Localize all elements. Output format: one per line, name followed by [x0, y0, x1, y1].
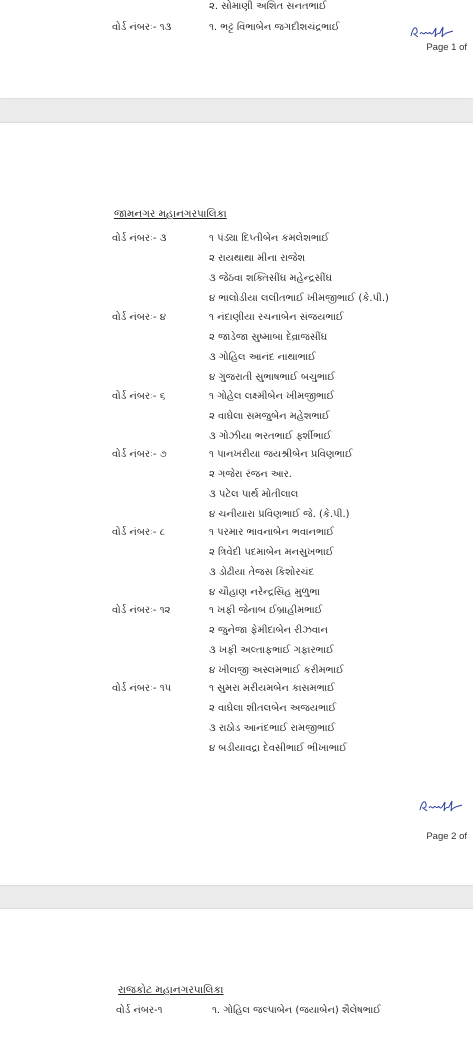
ward-label: વોર્ડ નંબરઃ- ૮	[112, 527, 166, 538]
candidate-entry: ૧ સુમરા મરીયમબેન કાસમભાઈ	[209, 683, 335, 694]
document-page-3	[0, 909, 473, 1049]
candidate-entry: ૧ નંદાણીયા રચનાબેન સંજયભાઈ	[209, 312, 344, 323]
candidate-entry: ૩ ખફી અલ્તાફભાઈ ગફારભાઈ	[209, 645, 334, 656]
candidate-entry: ૧ પાનખરીયા જયશ્રીબેન પ્રવિણભાઈ	[209, 449, 353, 460]
candidate-entry: ૨ જાડેજા સુષ્માબા દેવ્રાજસીંઘ	[209, 332, 328, 343]
corporation-heading: જામનગર મહાનગરપાલિકા	[114, 208, 227, 220]
candidate-entry: ૨ જુનેજા ફેમીદાબેન રીઝવાન	[209, 625, 328, 636]
corporation-heading: રાજકોટ મહાનગરપાલિકા	[118, 984, 224, 996]
candidate-entry: ૪ ચનીયારા પ્રવિણભાઈ જે. (કે.પી.)	[209, 509, 350, 520]
ward-label: વોર્ડ નંબરઃ- ૧૩	[112, 22, 172, 33]
ward-label: વોર્ડ નંબરઃ- ૭	[112, 449, 167, 460]
page-number: Page 1 of	[426, 42, 467, 53]
candidate-entry: ૧ પંડ્યા દિપ્તીબેન કમલેશભાઈ	[209, 233, 330, 244]
candidate-entry: ૪ બડીયાવદ્રા દેવસીભાઈ ભીખાભાઈ	[209, 743, 347, 754]
candidate-entry: ૨ ત્રિવેદી પદમાબેન મનસુખભાઈ	[209, 547, 334, 558]
ward-label: વોર્ડ નંબરઃ- ૩	[112, 233, 167, 244]
ward-label: વોર્ડ નંબરઃ- ૧૫	[112, 683, 172, 694]
candidate-entry: ૪ ખીલજી અસ્લમભાઈ કરીમભાઈ	[209, 665, 344, 676]
candidate-entry: ૨ વાઘેલા સમજુબેન મહેશભાઈ	[209, 411, 330, 422]
ward-label: વોર્ડ નંબરઃ- ૪	[112, 312, 166, 323]
candidate-entry: ૧. ભટ્ટ વિભાબેન જગદીશચંદ્રભાઈ	[209, 22, 340, 33]
candidate-entry: ૩ પટેલ પાર્થ મોતીલાલ	[209, 489, 299, 500]
ward-label: વોર્ડ નંબર-૧	[116, 1005, 163, 1016]
page-number: Page 2 of	[426, 831, 467, 842]
candidate-entry: ૨ રાયથાથા મીના રાજેશ	[209, 253, 306, 264]
candidate-entry: ૩ રાઠોડ આનંદભાઈ રામજીભાઈ	[209, 723, 336, 734]
candidate-entry: ૨ વાઘેલા શીતલબેન અજયભાઈ	[209, 703, 337, 714]
candidate-entry: ૧. ગોહિલ જલ્પાબેન (જયાબેન) શૈલેષભાઈ	[212, 1005, 382, 1016]
candidate-entry: ૩ જેઠવા શક્તિસીંઘ મહેન્દ્રસીંઘ	[209, 273, 333, 284]
candidate-entry: ૧ ગોહેલ લક્ષ્મીબેન ખીમજીભાઈ	[209, 391, 335, 402]
candidate-entry: ૪ ચૌહાણ નરેન્દ્રસિંહ મુળુભા	[209, 587, 320, 598]
candidate-entry: ૨. સોમાણી અશિત સનતભાઈ	[209, 1, 327, 12]
candidate-entry: ૩ ડોઢીયા તેજસ કિશોરચંદ	[209, 567, 315, 578]
ward-label: વોર્ડ નંબરઃ- ૬	[112, 391, 166, 402]
candidate-entry: ૪ ભાલોડીયા લલીતભાઈ ખીમજીભાઈ (કે.પી.)	[209, 293, 389, 304]
candidate-entry: ૪ ગુજરાતી સુભાષભાઈ બચુભાઈ	[209, 372, 336, 383]
candidate-entry: ૧ ખફી જેનાબ ઈબ્રાહીમભાઈ	[209, 605, 323, 616]
signature-image	[410, 25, 454, 39]
document-page-1	[0, 0, 473, 98]
candidate-entry: ૧ પરમાર ભાવનાબેન ભવાનભાઈ	[209, 527, 335, 538]
candidate-entry: ૨ ગજેરા રંજન આર.	[209, 469, 292, 480]
ward-label: વોર્ડ નંબરઃ- ૧૨	[112, 605, 171, 616]
signature-image	[419, 799, 463, 813]
document-page-2	[0, 123, 473, 885]
candidate-entry: ૩ ગોઝીયા ભરતભાઈ ર્ફ્શીભાઈ	[209, 431, 332, 442]
candidate-entry: ૩ ગોહિલ આનંદ નાથાભાઈ	[209, 352, 316, 363]
